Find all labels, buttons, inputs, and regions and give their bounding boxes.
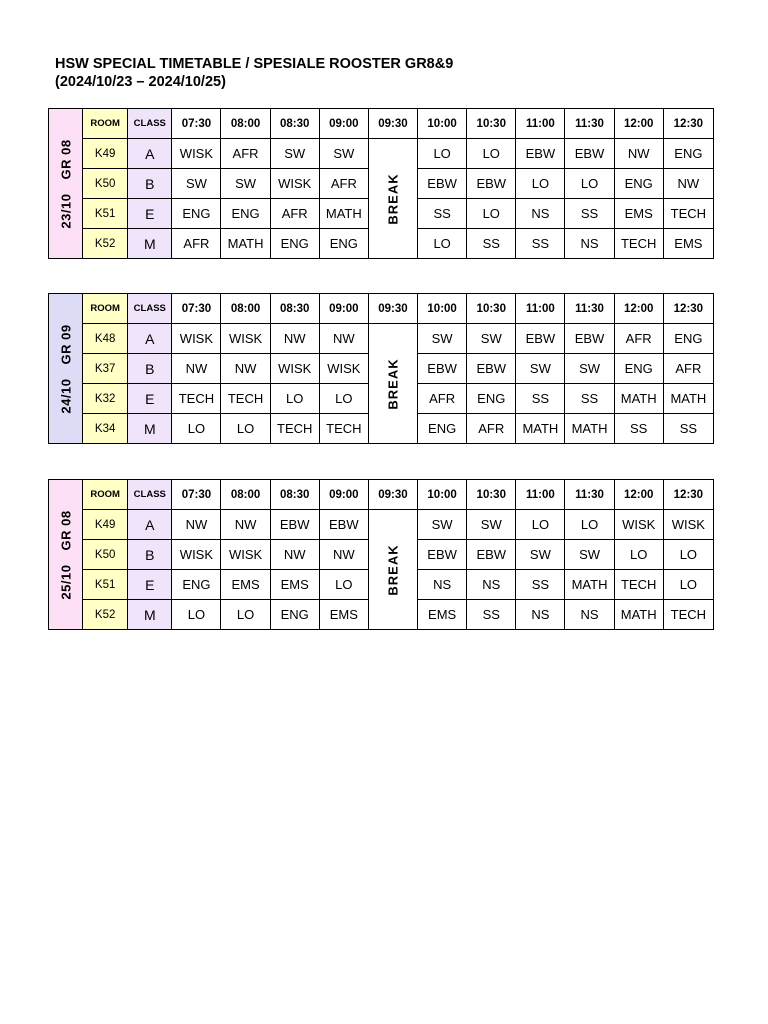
room-cell: K48 — [83, 324, 128, 354]
subject-cell: ENG — [270, 600, 319, 630]
subject-cell: SW — [516, 354, 565, 384]
class-cell: A — [128, 139, 172, 169]
time-header: 12:00 — [614, 480, 663, 510]
subject-cell: WISK — [663, 510, 713, 540]
subject-cell: MATH — [614, 384, 663, 414]
subject-cell: EMS — [614, 199, 663, 229]
class-cell: B — [128, 354, 172, 384]
subject-cell: LO — [319, 570, 368, 600]
subject-cell: ENG — [663, 139, 713, 169]
subject-cell: ENG — [418, 414, 467, 444]
subject-cell: NW — [270, 540, 319, 570]
room-cell: K52 — [83, 229, 128, 259]
subject-cell: AFR — [467, 414, 516, 444]
time-header: 11:00 — [516, 294, 565, 324]
subject-cell: SS — [516, 384, 565, 414]
subject-cell: SW — [418, 510, 467, 540]
subject-cell: SS — [467, 600, 516, 630]
room-cell: K50 — [83, 540, 128, 570]
date-grade-label — [49, 480, 83, 630]
subject-cell: NS — [565, 229, 614, 259]
subject-cell: ENG — [319, 229, 368, 259]
subject-cell: SS — [565, 384, 614, 414]
class-header: CLASS — [128, 109, 172, 139]
subject-cell: LO — [565, 169, 614, 199]
class-cell: A — [128, 510, 172, 540]
time-header: 07:30 — [172, 294, 221, 324]
time-header: 11:00 — [516, 109, 565, 139]
room-cell: K51 — [83, 199, 128, 229]
subject-cell: EBW — [319, 510, 368, 540]
subject-cell: SW — [467, 324, 516, 354]
time-header: 09:30 — [368, 109, 417, 139]
room-cell: K37 — [83, 354, 128, 384]
grade-label: GR 08 — [58, 138, 74, 180]
time-header: 09:00 — [319, 294, 368, 324]
class-cell: E — [128, 384, 172, 414]
room-cell: K51 — [83, 570, 128, 600]
subject-cell: WISK — [172, 324, 221, 354]
time-header: 08:30 — [270, 109, 319, 139]
subject-cell: TECH — [614, 229, 663, 259]
subject-cell: AFR — [418, 384, 467, 414]
subject-cell: SS — [516, 570, 565, 600]
subject-cell: LO — [663, 540, 713, 570]
time-header: 07:30 — [172, 480, 221, 510]
time-header: 08:30 — [270, 480, 319, 510]
time-header: 10:30 — [467, 294, 516, 324]
time-header: 12:00 — [614, 109, 663, 139]
subject-cell: NS — [418, 570, 467, 600]
time-header: 08:00 — [221, 480, 270, 510]
subject-cell: EBW — [467, 354, 516, 384]
break-cell — [368, 324, 417, 444]
subject-cell: LO — [172, 414, 221, 444]
subject-cell: SS — [565, 199, 614, 229]
time-header: 12:30 — [663, 109, 713, 139]
subject-cell: LO — [516, 510, 565, 540]
break-label: BREAK — [385, 543, 401, 596]
subject-cell: NS — [565, 600, 614, 630]
subject-cell: SS — [614, 414, 663, 444]
subject-cell: EBW — [516, 324, 565, 354]
break-cell — [368, 139, 417, 259]
break-label: BREAK — [385, 357, 401, 410]
subject-cell: MATH — [221, 229, 270, 259]
subject-cell: AFR — [221, 139, 270, 169]
subject-cell: AFR — [270, 199, 319, 229]
grade-label: GR 09 — [58, 323, 74, 365]
subject-cell: SW — [221, 169, 270, 199]
room-cell: K50 — [83, 169, 128, 199]
room-header: ROOM — [83, 480, 128, 510]
subject-cell: LO — [418, 229, 467, 259]
subject-cell: SS — [663, 414, 713, 444]
timetable-25-10 — [48, 479, 714, 630]
time-header: 12:30 — [663, 480, 713, 510]
date-label: 25/10 — [58, 564, 74, 600]
time-header: 09:00 — [319, 109, 368, 139]
subject-cell: LO — [565, 510, 614, 540]
subject-cell: NS — [516, 199, 565, 229]
subject-cell: NW — [663, 169, 713, 199]
subject-cell: EMS — [663, 229, 713, 259]
subject-cell: WISK — [614, 510, 663, 540]
subject-cell: SW — [319, 139, 368, 169]
subject-cell: EBW — [418, 540, 467, 570]
time-header: 08:30 — [270, 294, 319, 324]
subject-cell: NW — [221, 510, 270, 540]
page-title — [55, 55, 453, 91]
subject-cell: EBW — [467, 540, 516, 570]
subject-cell: MATH — [663, 384, 713, 414]
subject-cell: NW — [319, 540, 368, 570]
subject-cell: TECH — [172, 384, 221, 414]
subject-cell: WISK — [221, 540, 270, 570]
time-header: 08:00 — [221, 294, 270, 324]
subject-cell: WISK — [221, 324, 270, 354]
subject-cell: NW — [319, 324, 368, 354]
subject-cell: NW — [270, 324, 319, 354]
table-row — [49, 510, 714, 540]
subject-cell: MATH — [516, 414, 565, 444]
subject-cell: NW — [172, 354, 221, 384]
subject-cell: NS — [467, 570, 516, 600]
time-header: 12:30 — [663, 294, 713, 324]
subject-cell: AFR — [663, 354, 713, 384]
subject-cell: LO — [516, 169, 565, 199]
subject-cell: EBW — [270, 510, 319, 540]
subject-cell: ENG — [270, 229, 319, 259]
subject-cell: LO — [614, 540, 663, 570]
break-label: BREAK — [385, 172, 401, 225]
subject-cell: TECH — [270, 414, 319, 444]
subject-cell: SW — [565, 540, 614, 570]
subject-cell: ENG — [663, 324, 713, 354]
subject-cell: ENG — [467, 384, 516, 414]
class-cell: M — [128, 600, 172, 630]
subject-cell: EBW — [418, 354, 467, 384]
subject-cell: EMS — [319, 600, 368, 630]
time-header: 11:30 — [565, 294, 614, 324]
subject-cell: LO — [467, 199, 516, 229]
break-cell — [368, 510, 417, 630]
subject-cell: SS — [418, 199, 467, 229]
subject-cell: SW — [467, 510, 516, 540]
date-grade-text — [58, 324, 73, 413]
time-header: 09:30 — [368, 294, 417, 324]
class-cell: B — [128, 540, 172, 570]
subject-cell: TECH — [663, 199, 713, 229]
table-row — [49, 139, 714, 169]
subject-cell: MATH — [614, 600, 663, 630]
header-row — [49, 294, 714, 324]
table-row — [49, 324, 714, 354]
time-header: 07:30 — [172, 109, 221, 139]
subject-cell: LO — [319, 384, 368, 414]
date-grade-text — [58, 139, 73, 228]
subject-cell: TECH — [319, 414, 368, 444]
class-cell: E — [128, 570, 172, 600]
time-header: 11:00 — [516, 480, 565, 510]
subject-cell: ENG — [614, 354, 663, 384]
subject-cell: TECH — [221, 384, 270, 414]
subject-cell: ENG — [172, 199, 221, 229]
room-cell: K32 — [83, 384, 128, 414]
subject-cell: AFR — [319, 169, 368, 199]
time-header: 11:30 — [565, 480, 614, 510]
class-cell: B — [128, 169, 172, 199]
time-header: 08:00 — [221, 109, 270, 139]
date-grade-label — [49, 294, 83, 444]
room-cell: K34 — [83, 414, 128, 444]
subject-cell: EBW — [565, 139, 614, 169]
subject-cell: TECH — [614, 570, 663, 600]
subject-cell: LO — [663, 570, 713, 600]
subject-cell: EBW — [467, 169, 516, 199]
subject-cell: MATH — [319, 199, 368, 229]
subject-cell: ENG — [221, 199, 270, 229]
time-header: 10:00 — [418, 480, 467, 510]
subject-cell: SW — [418, 324, 467, 354]
time-header: 09:30 — [368, 480, 417, 510]
subject-cell: LO — [467, 139, 516, 169]
subject-cell: EBW — [565, 324, 614, 354]
title-line-1: HSW SPECIAL TIMETABLE / SPESIALE ROOSTER GR8&9 — [55, 56, 454, 72]
grade-label: GR 08 — [58, 509, 74, 551]
class-cell: M — [128, 229, 172, 259]
subject-cell: EMS — [418, 600, 467, 630]
date-grade-text — [58, 510, 73, 599]
subject-cell: NS — [516, 600, 565, 630]
subject-cell: WISK — [270, 354, 319, 384]
time-header: 10:30 — [467, 480, 516, 510]
room-header: ROOM — [83, 109, 128, 139]
time-header: 09:00 — [319, 480, 368, 510]
subject-cell: ENG — [614, 169, 663, 199]
subject-cell: EBW — [516, 139, 565, 169]
class-header: CLASS — [128, 294, 172, 324]
time-header: 11:30 — [565, 109, 614, 139]
subject-cell: WISK — [319, 354, 368, 384]
subject-cell: LO — [221, 414, 270, 444]
time-header: 10:00 — [418, 294, 467, 324]
time-header: 10:00 — [418, 109, 467, 139]
date-label: 24/10 — [58, 378, 74, 414]
header-row — [49, 109, 714, 139]
time-header: 10:30 — [467, 109, 516, 139]
subject-cell: LO — [221, 600, 270, 630]
subject-cell: LO — [270, 384, 319, 414]
subject-cell: MATH — [565, 570, 614, 600]
subject-cell: SS — [516, 229, 565, 259]
room-cell: K49 — [83, 139, 128, 169]
subject-cell: EMS — [270, 570, 319, 600]
room-header: ROOM — [83, 294, 128, 324]
class-header: CLASS — [128, 480, 172, 510]
room-cell: K49 — [83, 510, 128, 540]
subject-cell: MATH — [565, 414, 614, 444]
subject-cell: AFR — [172, 229, 221, 259]
subject-cell: AFR — [614, 324, 663, 354]
header-row — [49, 480, 714, 510]
time-header: 12:00 — [614, 294, 663, 324]
subject-cell: SW — [172, 169, 221, 199]
subject-cell: SW — [565, 354, 614, 384]
date-grade-label — [49, 109, 83, 259]
subject-cell: NW — [221, 354, 270, 384]
subject-cell: TECH — [663, 600, 713, 630]
title-line-2: (2024/10/23 – 2024/10/25) — [55, 74, 226, 90]
subject-cell: NW — [172, 510, 221, 540]
room-cell: K52 — [83, 600, 128, 630]
timetable-23-10 — [48, 108, 714, 259]
subject-cell: EBW — [418, 169, 467, 199]
class-cell: A — [128, 324, 172, 354]
subject-cell: SW — [516, 540, 565, 570]
subject-cell: NW — [614, 139, 663, 169]
class-cell: E — [128, 199, 172, 229]
subject-cell: SS — [467, 229, 516, 259]
subject-cell: SW — [270, 139, 319, 169]
subject-cell: LO — [418, 139, 467, 169]
date-label: 23/10 — [58, 193, 74, 229]
subject-cell: WISK — [172, 540, 221, 570]
subject-cell: WISK — [172, 139, 221, 169]
subject-cell: EMS — [221, 570, 270, 600]
subject-cell: WISK — [270, 169, 319, 199]
class-cell: M — [128, 414, 172, 444]
subject-cell: ENG — [172, 570, 221, 600]
timetable-24-10 — [48, 293, 714, 444]
subject-cell: LO — [172, 600, 221, 630]
